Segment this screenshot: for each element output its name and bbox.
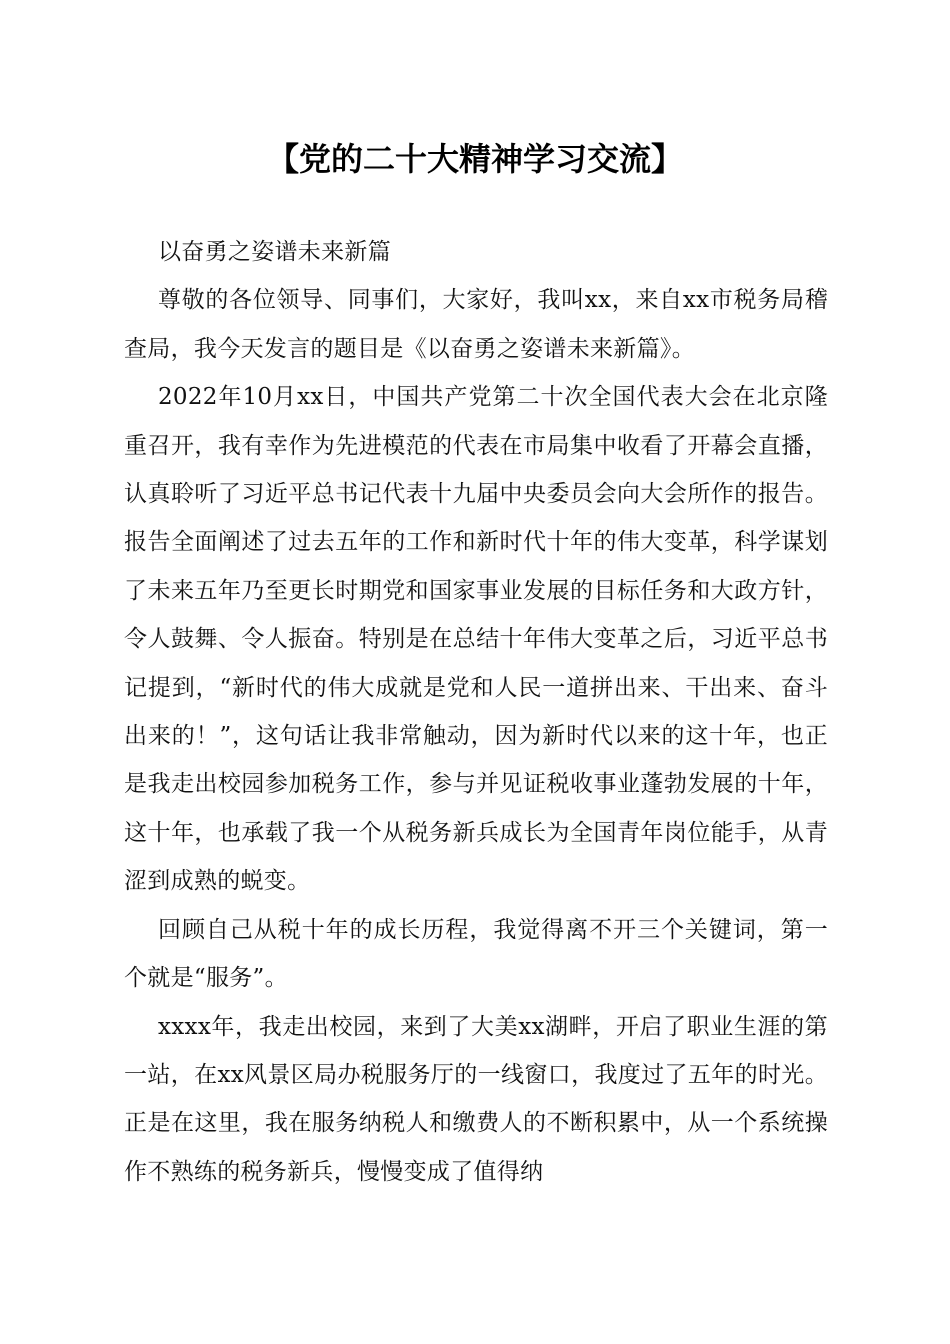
document-title: 【党的二十大精神学习交流】 <box>266 140 683 178</box>
subtitle-paragraph: 以奋勇之姿谱未来新篇 <box>158 239 391 265</box>
keywords-paragraph: 回顾自己从税十年的成长历程，我觉得离不开三个关键词，第一个就是“服务”。 <box>124 916 828 992</box>
congress-paragraph: 2022年10月xx日，中国共产党第二十次全国代表大会在北京隆重召开，我有幸作为先进模范的代表在市局集中收看了开幕会直播，认真聆听了习近平总书记代表十九届中央委员会向大会所作的报告。报告全面阐述了过去五年的工作和新时代十年的伟大变革，科学谋划了未来五年乃至更长时期党和国家事业发展的目标任务和大政方针，令人鼓舞、令人振奋。特别是在总结十年伟大变革之后，习近平总书记提到，“新时代的伟大成就是党和人民一道拼出来、干出来、奋斗出来的！”，这句话让我非常触动，因为新时代以来的这十年，也正是我走出校园参加税务工作，参与并见证税收事业蓬勃发展的十年，这十年，也承载了我一个从税务新兵成长为全国青年岗位能手，从青涩到成熟的蜕变。 <box>124 384 828 895</box>
career-paragraph: xxxx年，我走出校园，来到了大美xx湖畔，开启了职业生涯的第一站，在xx风景区局办税服务厅的一线窗口，我度过了五年的时光。正是在这里，我在服务纳税人和缴费人的不断积累中，从一个系统操作不熟练的税务新兵，慢慢变成了值得纳 <box>124 1013 828 1185</box>
document-body <box>124 228 828 1196</box>
greeting-paragraph: 尊敬的各位领导、同事们，大家好，我叫xx，来自xx市税务局稽查局，我今天发言的题目是《以奋勇之姿谱未来新篇》。 <box>124 287 828 362</box>
